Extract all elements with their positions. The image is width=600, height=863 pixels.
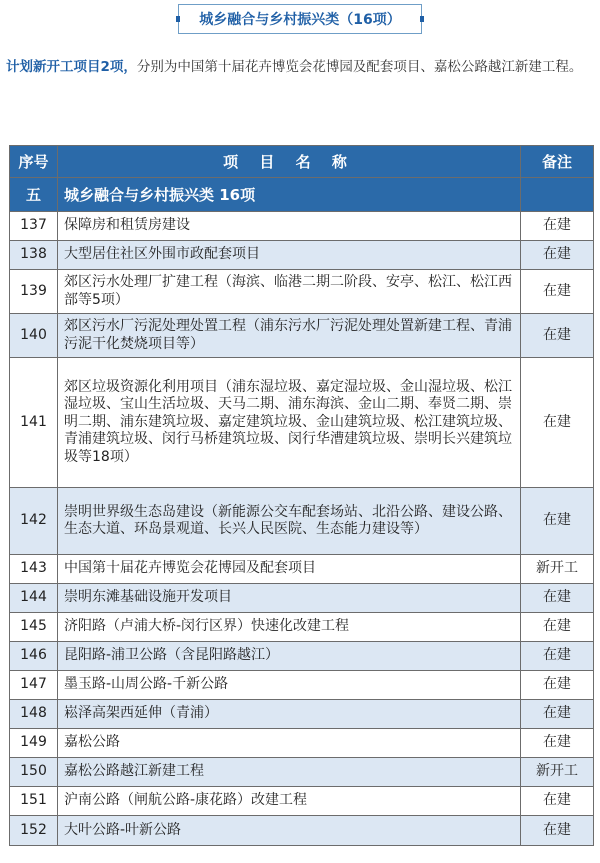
table-row	[10, 787, 594, 816]
project-name: 保障房和租赁房建设	[58, 212, 521, 241]
table-row	[10, 241, 594, 270]
project-status: 在建	[521, 212, 594, 241]
table-row	[10, 700, 594, 729]
row-number: 149	[10, 729, 58, 758]
intro-highlight: 计划新开工项目2项，	[6, 59, 137, 75]
project-status: 在建	[521, 488, 594, 555]
project-status: 在建	[521, 729, 594, 758]
section-title-cell: 城乡融合与乡村振兴类 16项	[58, 178, 521, 212]
project-status: 在建	[521, 642, 594, 671]
project-status: 在建	[521, 584, 594, 613]
project-name: 沪南公路（闸航公路-康花路）改建工程	[58, 787, 521, 816]
table-header-row	[10, 146, 594, 178]
project-name: 崇明东滩基础设施开发项目	[58, 584, 521, 613]
intro-paragraph	[6, 56, 594, 79]
project-name: 嘉松公路越江新建工程	[58, 758, 521, 787]
table-row	[10, 212, 594, 241]
table-row	[10, 584, 594, 613]
section-title: 城乡融合与乡村振兴类（16项）	[178, 4, 422, 34]
row-number: 143	[10, 555, 58, 584]
table-row	[10, 758, 594, 787]
project-status: 在建	[521, 816, 594, 846]
row-number: 150	[10, 758, 58, 787]
table-row	[10, 314, 594, 358]
row-number: 138	[10, 241, 58, 270]
project-name: 嘉松公路	[58, 729, 521, 758]
header-status: 备注	[521, 146, 594, 178]
row-number: 151	[10, 787, 58, 816]
project-status: 在建	[521, 314, 594, 358]
table-row	[10, 358, 594, 488]
project-status: 在建	[521, 241, 594, 270]
project-name: 大型居住社区外围市政配套项目	[58, 241, 521, 270]
table-row	[10, 816, 594, 846]
project-status: 在建	[521, 613, 594, 642]
row-number: 140	[10, 314, 58, 358]
row-number: 145	[10, 613, 58, 642]
project-name: 郊区垃圾资源化利用项目（浦东湿垃圾、嘉定湿垃圾、金山湿垃圾、松江湿垃圾、宝山生活垃圾、天马二期、浦东海滨、金山二期、奉贤二期、崇明二期、浦东建筑垃圾、嘉定建筑垃圾、金山建筑垃圾、松江建筑垃圾、青浦建筑垃圾、闵行马桥建筑垃圾、闵行华漕建筑垃圾、崇明长兴建筑垃圾等18项）	[58, 358, 521, 488]
row-number: 142	[10, 488, 58, 555]
row-number: 139	[10, 270, 58, 314]
project-name: 郊区污水厂污泥处理处置工程（浦东污水厂污泥处理处置新建工程、青浦污泥干化焚烧项目等）	[58, 314, 521, 358]
row-number: 144	[10, 584, 58, 613]
project-status: 在建	[521, 671, 594, 700]
header-no: 序号	[10, 146, 58, 178]
table-row	[10, 671, 594, 700]
table-row	[10, 555, 594, 584]
project-status: 在建	[521, 700, 594, 729]
row-number: 146	[10, 642, 58, 671]
section-row	[10, 178, 594, 212]
table-row	[10, 642, 594, 671]
row-number: 141	[10, 358, 58, 488]
table-row	[10, 613, 594, 642]
project-name: 墨玉路-山周公路-千新公路	[58, 671, 521, 700]
row-number: 137	[10, 212, 58, 241]
intro-text: 分别为中国第十届花卉博览会花博园及配套项目、嘉松公路越江新建工程。	[136, 59, 583, 75]
project-status: 在建	[521, 787, 594, 816]
project-name: 崇明世界级生态岛建设（新能源公交车配套场站、北沿公路、建设公路、生态大道、环岛景观道、长兴人民医院、生态能力建设等）	[58, 488, 521, 555]
project-status: 新开工	[521, 555, 594, 584]
project-name: 昆阳路-浦卫公路（含昆阳路越江）	[58, 642, 521, 671]
row-number: 147	[10, 671, 58, 700]
project-name: 崧泽高架西延伸（青浦）	[58, 700, 521, 729]
section-status-cell	[521, 178, 594, 212]
project-table	[9, 145, 594, 846]
section-header	[0, 0, 600, 44]
row-number: 148	[10, 700, 58, 729]
project-status: 在建	[521, 270, 594, 314]
project-status: 新开工	[521, 758, 594, 787]
project-status: 在建	[521, 358, 594, 488]
header-name: 项 目 名 称	[58, 146, 521, 178]
project-name: 郊区污水处理厂扩建工程（海滨、临港二期二阶段、安亭、松江、松江西部等5项）	[58, 270, 521, 314]
table-row	[10, 270, 594, 314]
table-row	[10, 488, 594, 555]
project-name: 大叶公路-叶新公路	[58, 816, 521, 846]
section-no: 五	[10, 178, 58, 212]
project-name: 中国第十届花卉博览会花博园及配套项目	[58, 555, 521, 584]
project-name: 济阳路（卢浦大桥-闵行区界）快速化改建工程	[58, 613, 521, 642]
table-row	[10, 729, 594, 758]
row-number: 152	[10, 816, 58, 846]
